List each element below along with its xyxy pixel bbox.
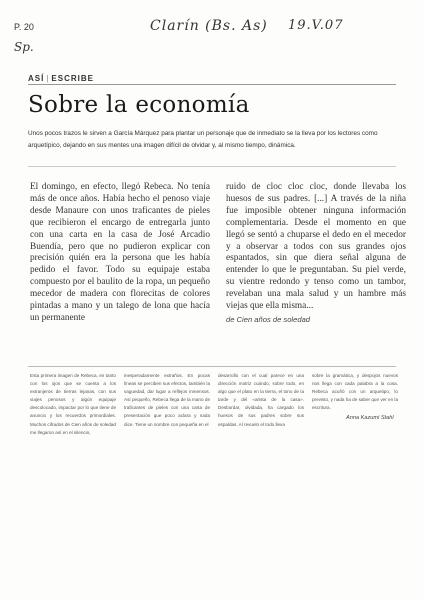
handwritten-date: 19.V.07 xyxy=(288,18,344,33)
section-separator: | xyxy=(46,74,50,83)
quote-column-1 xyxy=(30,182,210,325)
quote-column-2 xyxy=(226,182,406,326)
article-lead: Unos pocos trazos le sirven a García Márquez para plantar un personaje que de inmediato se la lleva por los lectores como arquetípico, dejando en sus mentes una imagen difícil de olvidar y, al mismo tiempo, dinámica. xyxy=(28,130,378,149)
handwritten-page-mark: P. 20 xyxy=(14,22,34,32)
bottom-rule xyxy=(28,366,396,367)
article-title: Sobre la economía xyxy=(28,92,250,118)
article-author: Anna Kazumi Stahl xyxy=(346,415,394,421)
top-rule xyxy=(28,84,396,85)
commentary-column-4: sobre la gramática, y despojos nuevos nos llega con cada palabra a la cosa. Rebeca acuñó con un arquetipo, lo previsto, y nada ha de saber que ver en la escritura. xyxy=(312,373,398,411)
commentary-column-1: Esta primera imagen de Rebeca, en tanto con los ojos que se cuenta a los extranjeros de tierras lejanas, con sus viajes penosos y algún equipaje descolocado, impactar por lo que tiene de anuncio y los recuerdos primordiales. Muchos cifrados de Cien años de soledad me llegaron así en el silencio, xyxy=(30,373,116,435)
commentary-column-3: desarrollo con el cual parece en una dirección motriz cuándo, sobre todo, en algo que el plato en la tierra, el tono de la tarde y del «arista de la casa». Desbordar, olvidada, ha cargado los huesos de sus padres sobre sus espaldas. Al revuelo el todo lleva xyxy=(218,373,304,427)
middle-rule xyxy=(28,166,396,167)
quote-text-1: El domingo, en efecto, llegó Rebeca. No tenía más de once años. Había hecho el penoso viaje desde Manaure con unos traficantes de pieles que recibieron el encargo de entregarla junto con una carta en la casa de José Arcadio Buendía, pero que no pudieron explicar con precisión quién era la persona que les había pedido el favor. Todo su equipaje estaba compuesto por el baulito de la ropa, un pequeño mecedor de madera con florecitas de colores pintadas a mano y un talego de lona que hacía un permanente xyxy=(30,182,210,323)
section-name: ESCRIBE xyxy=(51,74,94,83)
quote-attribution: de Cien años de soledad xyxy=(226,314,311,324)
section-prefix: ASÍ xyxy=(28,74,45,83)
handwritten-source: Clarín (Bs. As) xyxy=(150,18,268,34)
quote-text-2: ruido de cloc cloc cloc, donde llevaba los huesos de sus padres. [...] A través de la niña fue imposible obtener ninguna información complementaria. Desde el momento en que llegó se sentó a chuparse el dedo en el mecedor y a observar a todos con sus grandes ojos espantados, sin que diera señal alguna de entender lo que le preguntaban. Su piel verde, su vientre redondo y tenso como un tambor, revelaban una mala salud y un hambre más viejas que ella misma... xyxy=(226,182,406,312)
handwritten-signature: Sp. xyxy=(14,40,34,54)
section-label xyxy=(28,74,94,83)
commentary-column-2: inesperadamente extraños. En pocas líneas se perciben sus efectos, también la vaguedad, dar lugar a reflejos inmensos. Así pequeño, Rebeca llega de la mano de traficantes de pieles con una carta de presentación que poco aclara y nada dice. Tiene un nombre con pequeña en el xyxy=(124,373,210,427)
